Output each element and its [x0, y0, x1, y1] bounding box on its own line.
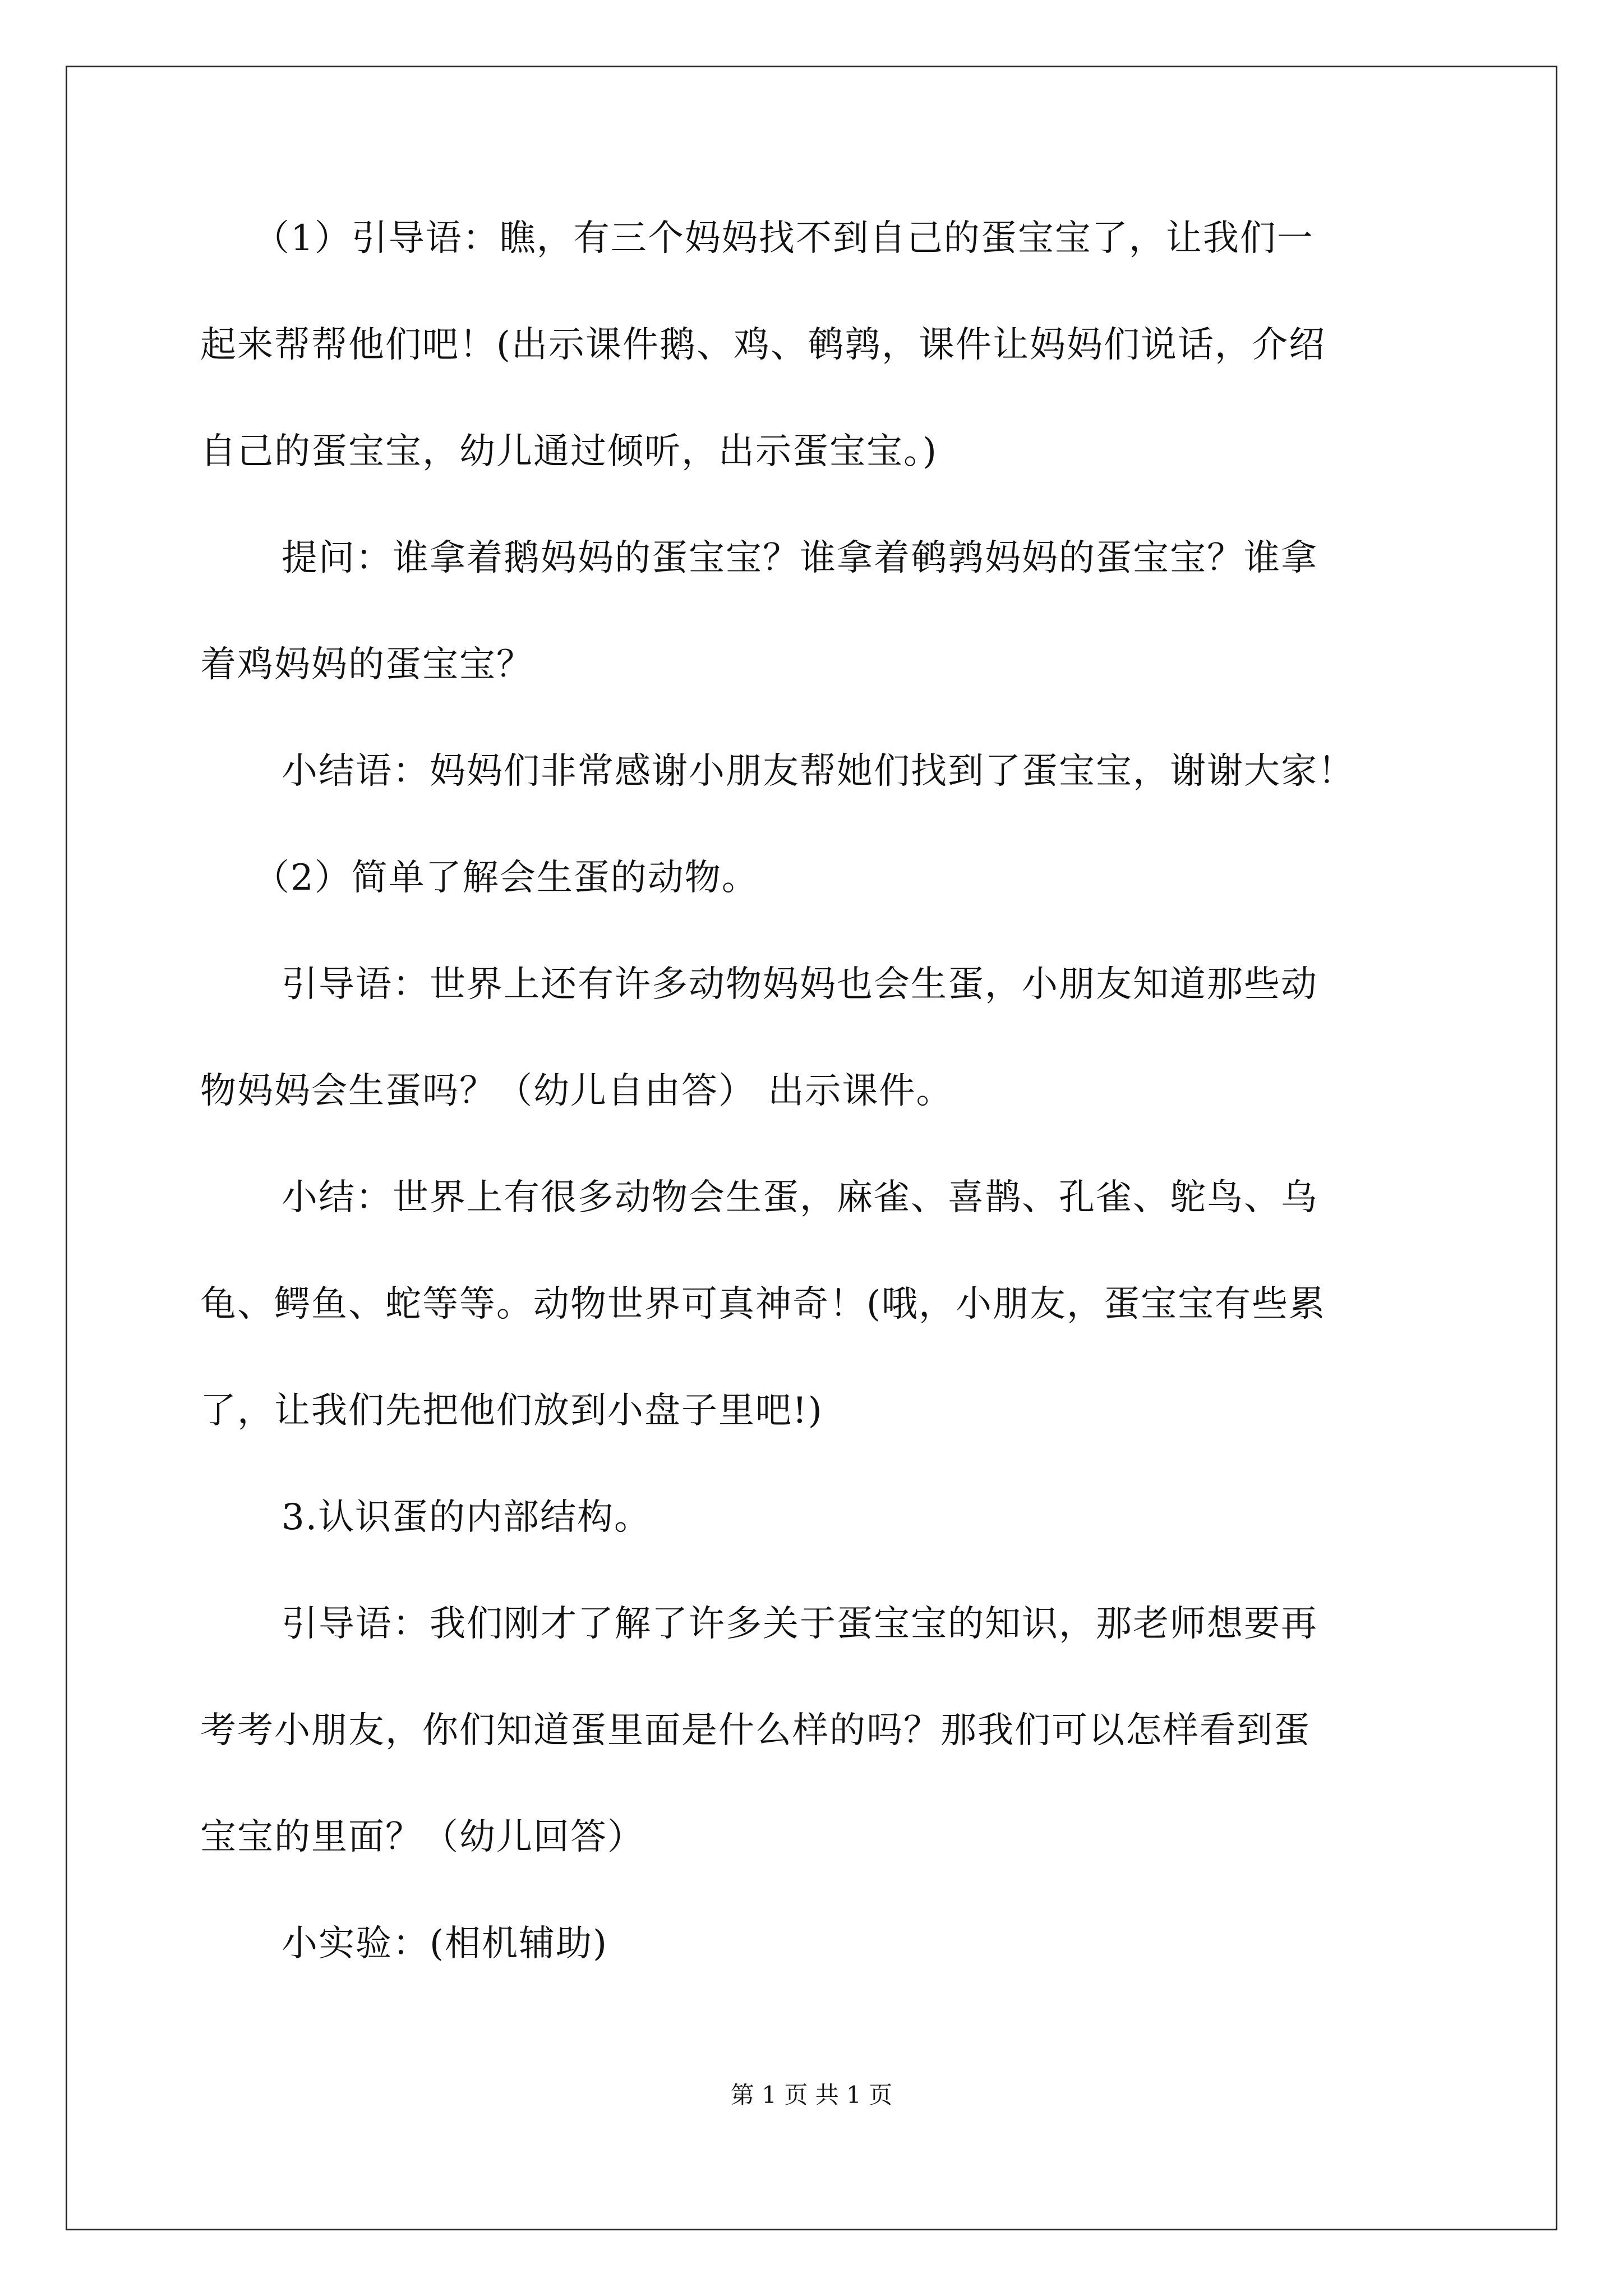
paragraph-line: 起来帮帮他们吧！(出示课件鹅、鸡、鹌鹑，课件让妈妈们说话，介绍	[200, 324, 1326, 366]
paragraph-line: 小结语：妈妈们非常感谢小朋友帮她们找到了蛋宝宝，谢谢大家！	[282, 751, 1355, 792]
paragraph-line: 3.认识蛋的内部结构。	[282, 1497, 652, 1538]
page-footer: 第 1 页 共 1 页	[730, 2081, 893, 2109]
paragraph-line: 引导语：我们刚才了解了许多关于蛋宝宝的知识，那老师想要再	[282, 1603, 1318, 1645]
paragraph-line: 龟、鳄鱼、蛇等等。动物世界可真神奇！(哦，小朋友，蛋宝宝有些累	[200, 1283, 1326, 1325]
paragraph-line: 小实验：(相机辅助)	[282, 1923, 608, 1964]
page-border	[66, 66, 1557, 2230]
paragraph-line: 宝宝的里面？（幼儿回答）	[200, 1816, 644, 1858]
paragraph-line: 小结：世界上有很多动物会生蛋，麻雀、喜鹊、孔雀、鸵鸟、乌	[282, 1177, 1318, 1218]
paragraph-line: 提问：谁拿着鹅妈妈的蛋宝宝？谁拿着鹌鹑妈妈的蛋宝宝？谁拿	[282, 537, 1318, 579]
paragraph-line: 自己的蛋宝宝，幼儿通过倾听，出示蛋宝宝。)	[200, 431, 938, 472]
paragraph-line: 着鸡妈妈的蛋宝宝？	[200, 644, 533, 685]
paragraph-line: 引导语：世界上还有许多动物妈妈也会生蛋，小朋友知道那些动	[282, 964, 1318, 1005]
paragraph-line: 物妈妈会生蛋吗？（幼儿自由答） 出示课件。	[200, 1070, 953, 1112]
paragraph-line: （2）简单了解会生蛋的动物。	[253, 857, 759, 899]
paragraph-line: 考考小朋友，你们知道蛋里面是什么样的吗？那我们可以怎样看到蛋	[200, 1710, 1311, 1751]
paragraph-line: 了，让我们先把他们放到小盘子里吧!)	[200, 1390, 823, 1432]
paragraph-line: （1）引导语：瞧，有三个妈妈找不到自己的蛋宝宝了，让我们一	[253, 218, 1314, 259]
